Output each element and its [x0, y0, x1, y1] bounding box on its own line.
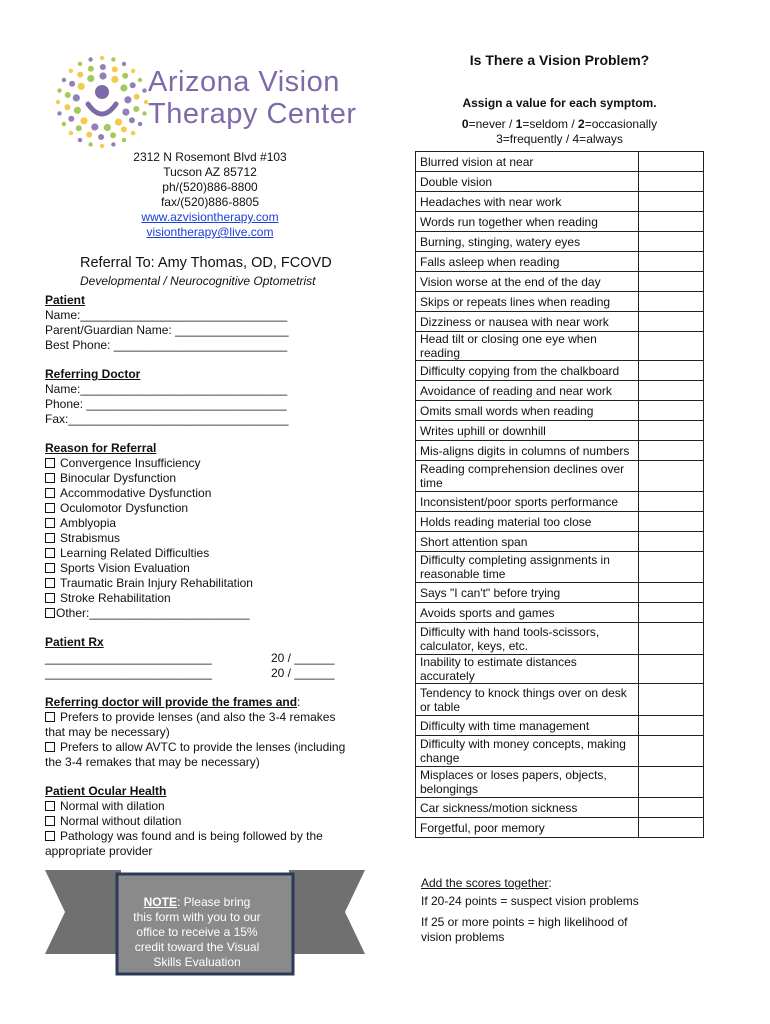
symptom-row	[416, 312, 704, 332]
symptom-label: Burning, stinging, watery eyes	[416, 232, 639, 252]
logo-dot	[78, 138, 82, 142]
note-line-2: this form with you to our	[133, 910, 261, 924]
symptom-score-cell[interactable]	[639, 655, 704, 684]
address-phone: ph/(520)886-8800	[162, 180, 258, 194]
address-fax: fax/(520)886-8805	[160, 195, 260, 209]
reason-label: Learning Related Difficulties	[60, 546, 210, 560]
symptom-label: Writes uphill or downhill	[416, 421, 639, 441]
frames-title: Referring doctor will provide the frames and	[45, 695, 298, 709]
reason-label: Oculomotor Dysfunction	[60, 501, 189, 515]
note-line-3: office to receive a 15%	[136, 925, 258, 939]
note-line-1-text: : Please bring	[176, 895, 251, 909]
symptom-score-cell[interactable]	[639, 492, 704, 512]
reason-item[interactable]	[45, 561, 190, 576]
scale-value-1: 1	[515, 117, 523, 131]
rx-acuity-2[interactable]: 20 / ______	[271, 666, 335, 680]
symptom-score-cell[interactable]	[639, 603, 704, 623]
logo-dot	[142, 111, 146, 115]
symptom-label: Difficulty copying from the chalkboard	[416, 361, 639, 381]
patient-name-field[interactable]: Name:_______________________________	[45, 308, 288, 322]
reason-label: Accommodative Dysfunction	[60, 486, 212, 500]
symptom-label: Tendency to knock things over on desk or table	[416, 684, 639, 716]
questionnaire-title: Is There a Vision Problem?	[469, 52, 650, 68]
logo-dot	[122, 109, 129, 116]
frames-option-2[interactable]	[45, 740, 345, 755]
symptom-row	[416, 381, 704, 401]
symptom-table	[415, 151, 704, 838]
reason-label: Strabismus	[60, 531, 121, 545]
symptom-row	[416, 192, 704, 212]
symptom-score-cell[interactable]	[639, 401, 704, 421]
symptom-label: Falls asleep when reading	[416, 252, 639, 272]
symptom-row	[416, 623, 704, 655]
doctor-name-field[interactable]: Name:_______________________________	[45, 382, 288, 396]
ocular-option-2[interactable]	[45, 814, 181, 829]
symptom-label: Avoids sports and games	[416, 603, 639, 623]
checkbox[interactable]	[45, 712, 55, 722]
logo-dot	[111, 57, 115, 61]
add-scores-colon: :	[548, 876, 552, 890]
reason-label: Binocular Dysfunction	[60, 471, 177, 485]
checkbox[interactable]	[45, 533, 55, 543]
ocular-option-label: Normal without dilation	[60, 814, 182, 828]
symptom-row	[416, 532, 704, 552]
note-line-4: credit toward the Visual	[134, 940, 260, 954]
logo-dot	[100, 144, 104, 148]
frames-option-1-cont: that may be necessary)	[45, 725, 170, 739]
logo-dot	[104, 124, 111, 131]
frames-heading	[45, 695, 300, 710]
logo-dot	[91, 123, 98, 130]
logo-dot	[130, 82, 136, 88]
email-link[interactable]: visiontherapy@live.com	[146, 225, 274, 239]
symptom-row	[416, 401, 704, 421]
logo-figure-head	[95, 85, 109, 99]
logo-dot	[122, 62, 126, 66]
address-city: Tucson AZ 85712	[163, 165, 257, 179]
logo-dot	[88, 66, 94, 72]
logo-text-line2: Therapy Center	[148, 98, 357, 130]
logo-dot	[98, 134, 104, 140]
symptom-row	[416, 492, 704, 512]
logo-dot	[57, 88, 61, 92]
symptom-row	[416, 767, 704, 798]
symptom-row	[416, 583, 704, 603]
symptom-row	[416, 332, 704, 361]
logo-dot	[131, 69, 135, 73]
symptom-score-cell[interactable]	[639, 152, 704, 172]
symptom-label: Head tilt or closing one eye when reading	[416, 332, 639, 361]
ocular-title: Patient Ocular Health	[45, 784, 167, 798]
symptom-score-cell[interactable]	[639, 232, 704, 252]
logo-dot	[115, 119, 122, 126]
symptom-score-cell[interactable]	[639, 583, 704, 603]
website-link[interactable]: www.azvisiontherapy.com	[141, 210, 279, 224]
checkbox[interactable]	[45, 831, 55, 841]
reason-item[interactable]	[45, 471, 176, 486]
symptom-score-cell[interactable]	[639, 767, 704, 798]
scale-value-2: 2	[578, 117, 585, 131]
symptom-label: Skips or repeats lines when reading	[416, 292, 639, 312]
logo-dot-ring	[52, 52, 152, 152]
logo-text-line1: Arizona Vision	[148, 66, 340, 98]
checkbox[interactable]	[45, 518, 55, 528]
checkbox[interactable]	[45, 608, 55, 618]
symptom-score-cell[interactable]	[639, 172, 704, 192]
symptom-score-cell[interactable]	[639, 623, 704, 655]
patient-title: Patient	[45, 293, 86, 307]
ribbon-left-tail	[45, 870, 121, 954]
symptom-row	[416, 252, 704, 272]
reason-label: Convergence Insufficiency	[60, 456, 201, 470]
referral-subtitle: Developmental / Neurocognitive Optometrist	[80, 274, 316, 288]
rx-title: Patient Rx	[45, 635, 104, 649]
doctor-fax-field[interactable]: Fax:_________________________________	[45, 412, 289, 426]
reason-label: Traumatic Brain Injury Rehabilitation	[60, 576, 253, 590]
logo-dot	[122, 73, 128, 79]
ribbon-right-tail	[289, 870, 365, 954]
rx-line-1[interactable]: _________________________	[45, 651, 212, 665]
checkbox[interactable]	[45, 742, 55, 752]
logo-dot	[110, 132, 116, 138]
symptom-label: Difficulty completing assignments in reasonable time	[416, 552, 639, 583]
symptom-label: Avoidance of reading and near work	[416, 381, 639, 401]
add-scores-label: Add the scores together	[421, 876, 549, 890]
symptom-row	[416, 716, 704, 736]
frames-option-label: Prefers to allow AVTC to provide the lenses (including	[60, 740, 346, 754]
logo-dot	[129, 117, 135, 123]
logo-dot	[69, 81, 75, 87]
symptom-label: Vision worse at the end of the day	[416, 272, 639, 292]
scale-line-1	[417, 117, 702, 131]
reason-other-label: Other:________________________	[56, 606, 250, 620]
frames-colon: :	[297, 695, 301, 709]
reason-label: Stroke Rehabilitation	[60, 591, 171, 605]
symptom-score-cell[interactable]	[639, 736, 704, 767]
frames-option-label: Prefers to provide lenses (and also the 3-4 remakes	[60, 710, 336, 724]
logo-dot	[100, 64, 106, 70]
symptom-label: Difficulty with time management	[416, 716, 639, 736]
symptom-row	[416, 818, 704, 838]
logo-dot	[88, 142, 92, 146]
email-wrap	[60, 225, 360, 240]
logo-dot	[99, 72, 106, 79]
symptom-label: Reading comprehension declines over time	[416, 461, 639, 492]
ocular-option-label: Normal with dilation	[60, 799, 165, 813]
reason-item[interactable]	[45, 576, 253, 591]
logo-dot	[78, 83, 85, 90]
logo-dot	[74, 107, 81, 114]
reason-title: Reason for Referral	[45, 441, 157, 455]
ocular-option-3[interactable]	[45, 829, 323, 844]
symptom-label: Headaches with near work	[416, 192, 639, 212]
symptom-score-cell[interactable]	[639, 252, 704, 272]
ocular-option-1[interactable]	[45, 799, 165, 814]
logo-dot	[88, 57, 92, 61]
symptom-score-cell[interactable]	[639, 312, 704, 332]
logo-dot	[56, 100, 60, 104]
parent-guardian-field[interactable]: Parent/Guardian Name: _________________	[45, 323, 289, 337]
symptom-label: Short attention span	[416, 532, 639, 552]
symptom-label: Omits small words when reading	[416, 401, 639, 421]
address-street: 2312 N Rosemont Blvd #103	[133, 150, 287, 164]
checkbox[interactable]	[45, 488, 55, 498]
logo-dot	[111, 76, 118, 83]
logo-dot	[131, 131, 135, 135]
symptom-score-cell[interactable]	[639, 272, 704, 292]
symptom-score-cell[interactable]	[639, 512, 704, 532]
symptom-row	[416, 361, 704, 381]
symptom-row	[416, 684, 704, 716]
symptom-row	[416, 603, 704, 623]
symptom-score-cell[interactable]	[639, 552, 704, 583]
note-line-1	[122, 895, 272, 910]
frames-option-1[interactable]	[45, 710, 335, 725]
symptom-label: Dizziness or nausea with near work	[416, 312, 639, 332]
logo-dot	[77, 72, 83, 78]
logo-dot	[87, 75, 94, 82]
logo-dot	[68, 116, 74, 122]
frames-option-2-cont: the 3-4 remakes that may be necessary)	[45, 755, 260, 769]
symptom-score-cell[interactable]	[639, 332, 704, 361]
symptom-score-cell[interactable]	[639, 192, 704, 212]
logo-dot	[112, 66, 118, 72]
logo-dot	[57, 111, 61, 115]
reason-item[interactable]	[45, 456, 201, 471]
checkbox[interactable]	[45, 578, 55, 588]
symptom-score-cell[interactable]	[639, 381, 704, 401]
logo-dot	[65, 92, 71, 98]
symptom-label: Difficulty with hand tools-scissors, calculator, keys, etc.	[416, 623, 639, 655]
symptom-row	[416, 461, 704, 492]
symptom-row	[416, 292, 704, 312]
logo-dot	[138, 78, 142, 82]
logo-dot	[80, 117, 87, 124]
reason-item[interactable]	[45, 546, 209, 561]
rx-line-2[interactable]: _________________________	[45, 666, 212, 680]
logo-dot	[133, 106, 139, 112]
symptom-label: Mis-aligns digits in columns of numbers	[416, 441, 639, 461]
doctor-phone-field[interactable]: Phone: ______________________________	[45, 397, 287, 411]
reason-label: Sports Vision Evaluation	[60, 561, 190, 575]
reason-item[interactable]	[45, 531, 120, 546]
symptom-score-cell[interactable]	[639, 361, 704, 381]
logo-dot	[122, 138, 126, 142]
note-text	[122, 895, 272, 970]
symptom-score-cell[interactable]	[639, 818, 704, 838]
ocular-option-3-cont: appropriate provider	[45, 844, 153, 858]
logo-dot	[138, 122, 142, 126]
symptom-row	[416, 512, 704, 532]
checkbox[interactable]	[45, 563, 55, 573]
logo-dot	[76, 125, 82, 131]
symptom-row	[416, 552, 704, 583]
logo-dot	[142, 88, 146, 92]
scale-value-0: 0	[461, 117, 469, 131]
scale-text-1: =seldom /	[522, 117, 579, 131]
logo-dot	[100, 56, 104, 60]
reason-other[interactable]	[45, 606, 250, 621]
logo-dot	[111, 142, 115, 146]
logo-dot	[62, 78, 66, 82]
logo-dot	[69, 69, 73, 73]
symptom-label: Forgetful, poor memory	[416, 818, 639, 838]
logo-dot	[134, 94, 140, 100]
symptom-label: Inability to estimate distances accurately	[416, 655, 639, 684]
symptom-label: Inconsistent/poor sports performance	[416, 492, 639, 512]
range-suspect: If 20-24 points = suspect vision problems	[421, 894, 639, 908]
symptom-row	[416, 421, 704, 441]
logo-dot	[121, 126, 127, 132]
add-scores	[421, 876, 681, 891]
symptom-score-cell[interactable]	[639, 716, 704, 736]
symptom-score-cell[interactable]	[639, 212, 704, 232]
symptom-score-cell[interactable]	[639, 684, 704, 716]
website-wrap	[60, 210, 360, 225]
ocular-option-label: Pathology was found and is being followed by the	[60, 829, 323, 843]
note-line-5: Skills Evaluation	[153, 955, 241, 969]
logo-dot	[78, 62, 82, 66]
checkbox[interactable]	[45, 503, 55, 513]
symptom-label: Double vision	[416, 172, 639, 192]
symptom-label: Says "I can't" before trying	[416, 583, 639, 603]
symptom-label: Blurred vision at near	[416, 152, 639, 172]
rx-acuity-1[interactable]: 20 / ______	[271, 651, 335, 665]
checkbox[interactable]	[45, 801, 55, 811]
symptom-label: Words run together when reading	[416, 212, 639, 232]
logo-dot	[86, 132, 92, 138]
checkbox[interactable]	[45, 816, 55, 826]
symptom-label: Difficulty with money concepts, making change	[416, 736, 639, 767]
checkbox[interactable]	[45, 593, 55, 603]
symptom-score-cell[interactable]	[639, 441, 704, 461]
symptom-score-cell[interactable]	[639, 292, 704, 312]
scale-line-2: 3=frequently / 4=always	[496, 132, 623, 146]
reason-item[interactable]	[45, 501, 188, 516]
symptom-score-cell[interactable]	[639, 421, 704, 441]
symptom-row	[416, 212, 704, 232]
range-high-cont: vision problems	[421, 930, 505, 944]
logo-dot	[64, 104, 70, 110]
symptom-row	[416, 441, 704, 461]
symptom-row	[416, 798, 704, 818]
range-high: If 25 or more points = high likelihood of	[421, 915, 628, 929]
scale-text-0: =never /	[468, 117, 516, 131]
symptom-score-cell[interactable]	[639, 461, 704, 492]
logo-dot	[120, 84, 127, 91]
reason-item[interactable]	[45, 591, 171, 606]
checkbox[interactable]	[45, 473, 55, 483]
referring-doctor-title: Referring Doctor	[45, 367, 141, 381]
scale-text-2: =occasionally	[584, 117, 658, 131]
best-phone-field[interactable]: Best Phone: __________________________	[45, 338, 288, 352]
logo-figure-arc	[88, 104, 116, 114]
symptom-row	[416, 272, 704, 292]
reason-label: Amblyopia	[60, 516, 117, 530]
symptom-label: Holds reading material too close	[416, 512, 639, 532]
reason-item[interactable]	[45, 516, 116, 531]
symptom-row	[416, 152, 704, 172]
symptom-row	[416, 655, 704, 684]
symptom-score-cell[interactable]	[639, 798, 704, 818]
symptom-label: Car sickness/motion sickness	[416, 798, 639, 818]
logo-dot	[62, 122, 66, 126]
referral-to: Referral To: Amy Thomas, OD, FCOVD	[80, 255, 332, 271]
logo-dot	[73, 94, 80, 101]
logo-dot	[124, 96, 131, 103]
checkbox[interactable]	[45, 458, 55, 468]
reason-item[interactable]	[45, 486, 211, 501]
symptom-label: Misplaces or loses papers, objects, belongings	[416, 767, 639, 798]
logo-dot	[69, 131, 73, 135]
symptom-row	[416, 172, 704, 192]
checkbox[interactable]	[45, 548, 55, 558]
note-label: NOTE	[143, 895, 177, 909]
symptom-row	[416, 232, 704, 252]
symptom-score-cell[interactable]	[639, 532, 704, 552]
assign-instruction: Assign a value for each symptom.	[462, 96, 657, 110]
symptom-row	[416, 736, 704, 767]
